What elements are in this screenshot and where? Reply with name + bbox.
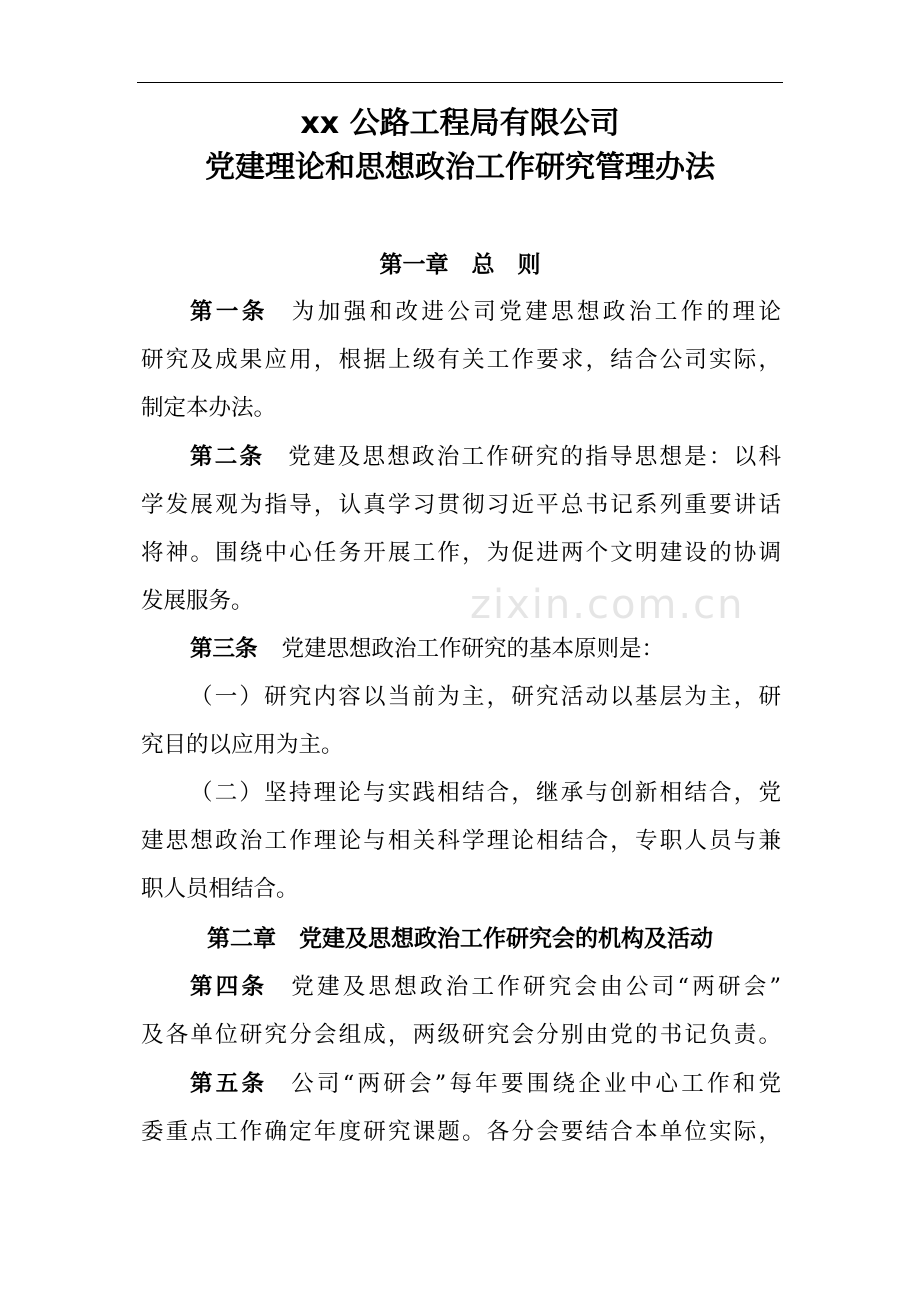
- item-2-line-3: 职人员相结合。: [141, 876, 299, 902]
- article-2-line-1: [190, 442, 781, 472]
- document-title-line-2: 党建理论和思想政治工作研究管理办法: [205, 150, 715, 185]
- watermark: zixin.com.cn: [470, 582, 745, 628]
- article-3-text-1: 党建思想政治工作研究的基本原则是：: [281, 636, 665, 662]
- article-1-label: 第一条: [190, 299, 268, 325]
- article-4-text-1: 党建及思想政治工作研究会由公司“两研会”: [291, 974, 781, 1000]
- article-1-line-2: 研究及成果应用，根据上级有关工作要求，结合公司实际，: [141, 347, 781, 373]
- article-3-label: 第三条: [190, 636, 258, 662]
- item-2-line-1: （二）坚持理论与实践相结合，继承与创新相结合，党: [190, 780, 781, 806]
- article-4-line-1: [190, 972, 781, 1002]
- article-2-line-4: 发展服务。: [141, 588, 254, 614]
- article-5-line-1: [190, 1069, 781, 1099]
- article-5-line-2: 委重点工作确定年度研究课题。各分会要结合本单位实际，: [141, 1119, 781, 1145]
- article-1-line-1: [190, 297, 781, 327]
- article-2-line-2: 学发展观为指导，认真学习贯彻习近平总书记系列重要讲话: [141, 492, 781, 518]
- item-2-line-2: 建思想政治工作理论与相关科学理论相结合，专职人员与兼: [141, 828, 781, 854]
- article-3-line-1: [190, 634, 781, 664]
- chapter-2-heading: 第二章 党建及思想政治工作研究会的机构及活动: [207, 926, 713, 952]
- item-1-line-2: 究目的以应用为主。: [141, 732, 344, 758]
- top-rule: [137, 82, 783, 83]
- article-1-text-1: 为加强和改进公司党建思想政治工作的理论: [291, 299, 781, 325]
- article-4-label: 第四条: [190, 974, 268, 1000]
- article-2-label: 第二条: [190, 444, 265, 470]
- document-title-line-1: xx 公路工程局有限公司: [300, 106, 620, 141]
- article-1-line-3: 制定本办法。: [141, 395, 277, 421]
- article-2-text-1: 党建及思想政治工作研究的指导思想是：以科: [288, 444, 781, 470]
- article-5-text-1: 公司“两研会”每年要围绕企业中心工作和党: [291, 1071, 781, 1097]
- article-2-line-3: 将神。围绕中心任务开展工作，为促进两个文明建设的协调: [141, 540, 781, 566]
- chapter-1-heading: 第一章 总 则: [379, 252, 541, 278]
- article-5-label: 第五条: [190, 1071, 268, 1097]
- article-4-line-2: 及各单位研究分会组成，两级研究会分别由党的书记负责。: [141, 1022, 781, 1048]
- item-1-line-1: （一）研究内容以当前为主，研究活动以基层为主，研: [190, 684, 781, 710]
